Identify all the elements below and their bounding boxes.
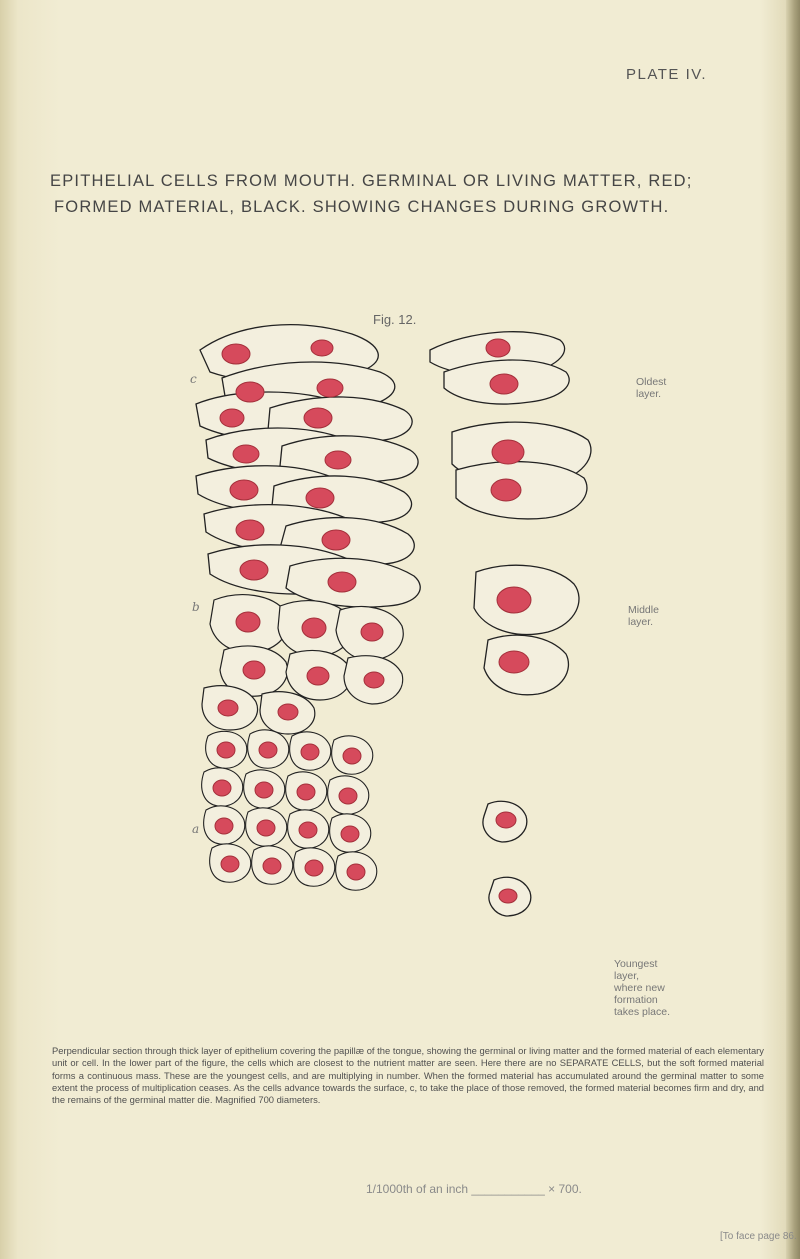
nucleus [322, 530, 350, 550]
nucleus [499, 889, 517, 903]
nucleus [236, 382, 264, 402]
nucleus [496, 812, 516, 828]
nucleus [317, 379, 343, 397]
letter-a: a [192, 822, 200, 836]
nucleus [301, 744, 319, 760]
nucleus [328, 572, 356, 592]
middle-layer-cells [474, 565, 579, 916]
nucleus [243, 661, 265, 679]
nucleus [230, 480, 258, 500]
nucleus [222, 344, 250, 364]
nucleus [240, 560, 268, 580]
nucleus [233, 445, 259, 463]
nucleus [215, 818, 233, 834]
nucleus [343, 748, 361, 764]
nucleus [311, 340, 333, 356]
nucleus [325, 451, 351, 469]
nucleus [364, 672, 384, 688]
nucleus [302, 618, 326, 638]
nucleus [347, 864, 365, 880]
nucleus [220, 409, 244, 427]
nucleus [339, 788, 357, 804]
nucleus [299, 822, 317, 838]
layer-label-youngest: Youngest layer, where new formation takes place. [614, 958, 671, 1018]
nucleus [497, 587, 531, 613]
nucleus [341, 826, 359, 842]
title-line-1: EPITHELIAL CELLS FROM MOUTH. GERMINAL OR LIVING MATTER, RED; [50, 172, 693, 190]
title-line-2: FORMED MATERIAL, BLACK. SHOWING CHANGES DURING GROWTH. [54, 198, 670, 216]
nucleus [486, 339, 510, 357]
nucleus [236, 520, 264, 540]
nucleus [306, 488, 334, 508]
nucleus [213, 780, 231, 796]
figure-caption: Perpendicular section through thick layer of epithelium covering the papillæ of the tongue, showing the germinal or living matter and the formed material of each elementary unit or cell. In the lower part of the figure, the cells which are closest to the nutrient matter are seen. Here there are no SEPARATE CELLS, but the soft formed material forms a continuous mass. These are the youngest cells, and are multiplying in number. When the formed material has accumulated around the germinal matter to some extent the process of multiplication ceases. As the cells advance towards the surface, c, to take the place of those removed, the formed material becomes firm and dry, and the remains of the germinal matter die. Magnified 700 diameters. [52, 1045, 764, 1106]
facing-page-note: [To face page 86. [720, 1231, 797, 1242]
nucleus [492, 440, 524, 464]
figure-label: Fig. 12. [373, 312, 417, 327]
oldest-layer-cells [196, 325, 420, 607]
layer-label-oldest: Oldest layer. [636, 376, 667, 400]
nucleus [263, 858, 281, 874]
nucleus [236, 612, 260, 632]
nucleus [218, 700, 238, 716]
nucleus [255, 782, 273, 798]
nucleus [278, 704, 298, 720]
plate-number: PLATE IV. [626, 66, 708, 83]
nucleus [307, 667, 329, 685]
nucleus [217, 742, 235, 758]
scale-bar-label: 1/1000th of an inch ___________ × 700. [366, 1182, 582, 1196]
letter-b: b [192, 600, 200, 614]
nucleus [257, 820, 275, 836]
layer-label-middle: Middle layer. [628, 604, 659, 628]
nucleus [499, 651, 529, 673]
nucleus [259, 742, 277, 758]
nucleus [305, 860, 323, 876]
letter-c: c [190, 372, 197, 386]
nucleus [490, 374, 518, 394]
nucleus [361, 623, 383, 641]
nucleus [491, 479, 521, 501]
nucleus [297, 784, 315, 800]
nucleus [304, 408, 332, 428]
nucleus [221, 856, 239, 872]
